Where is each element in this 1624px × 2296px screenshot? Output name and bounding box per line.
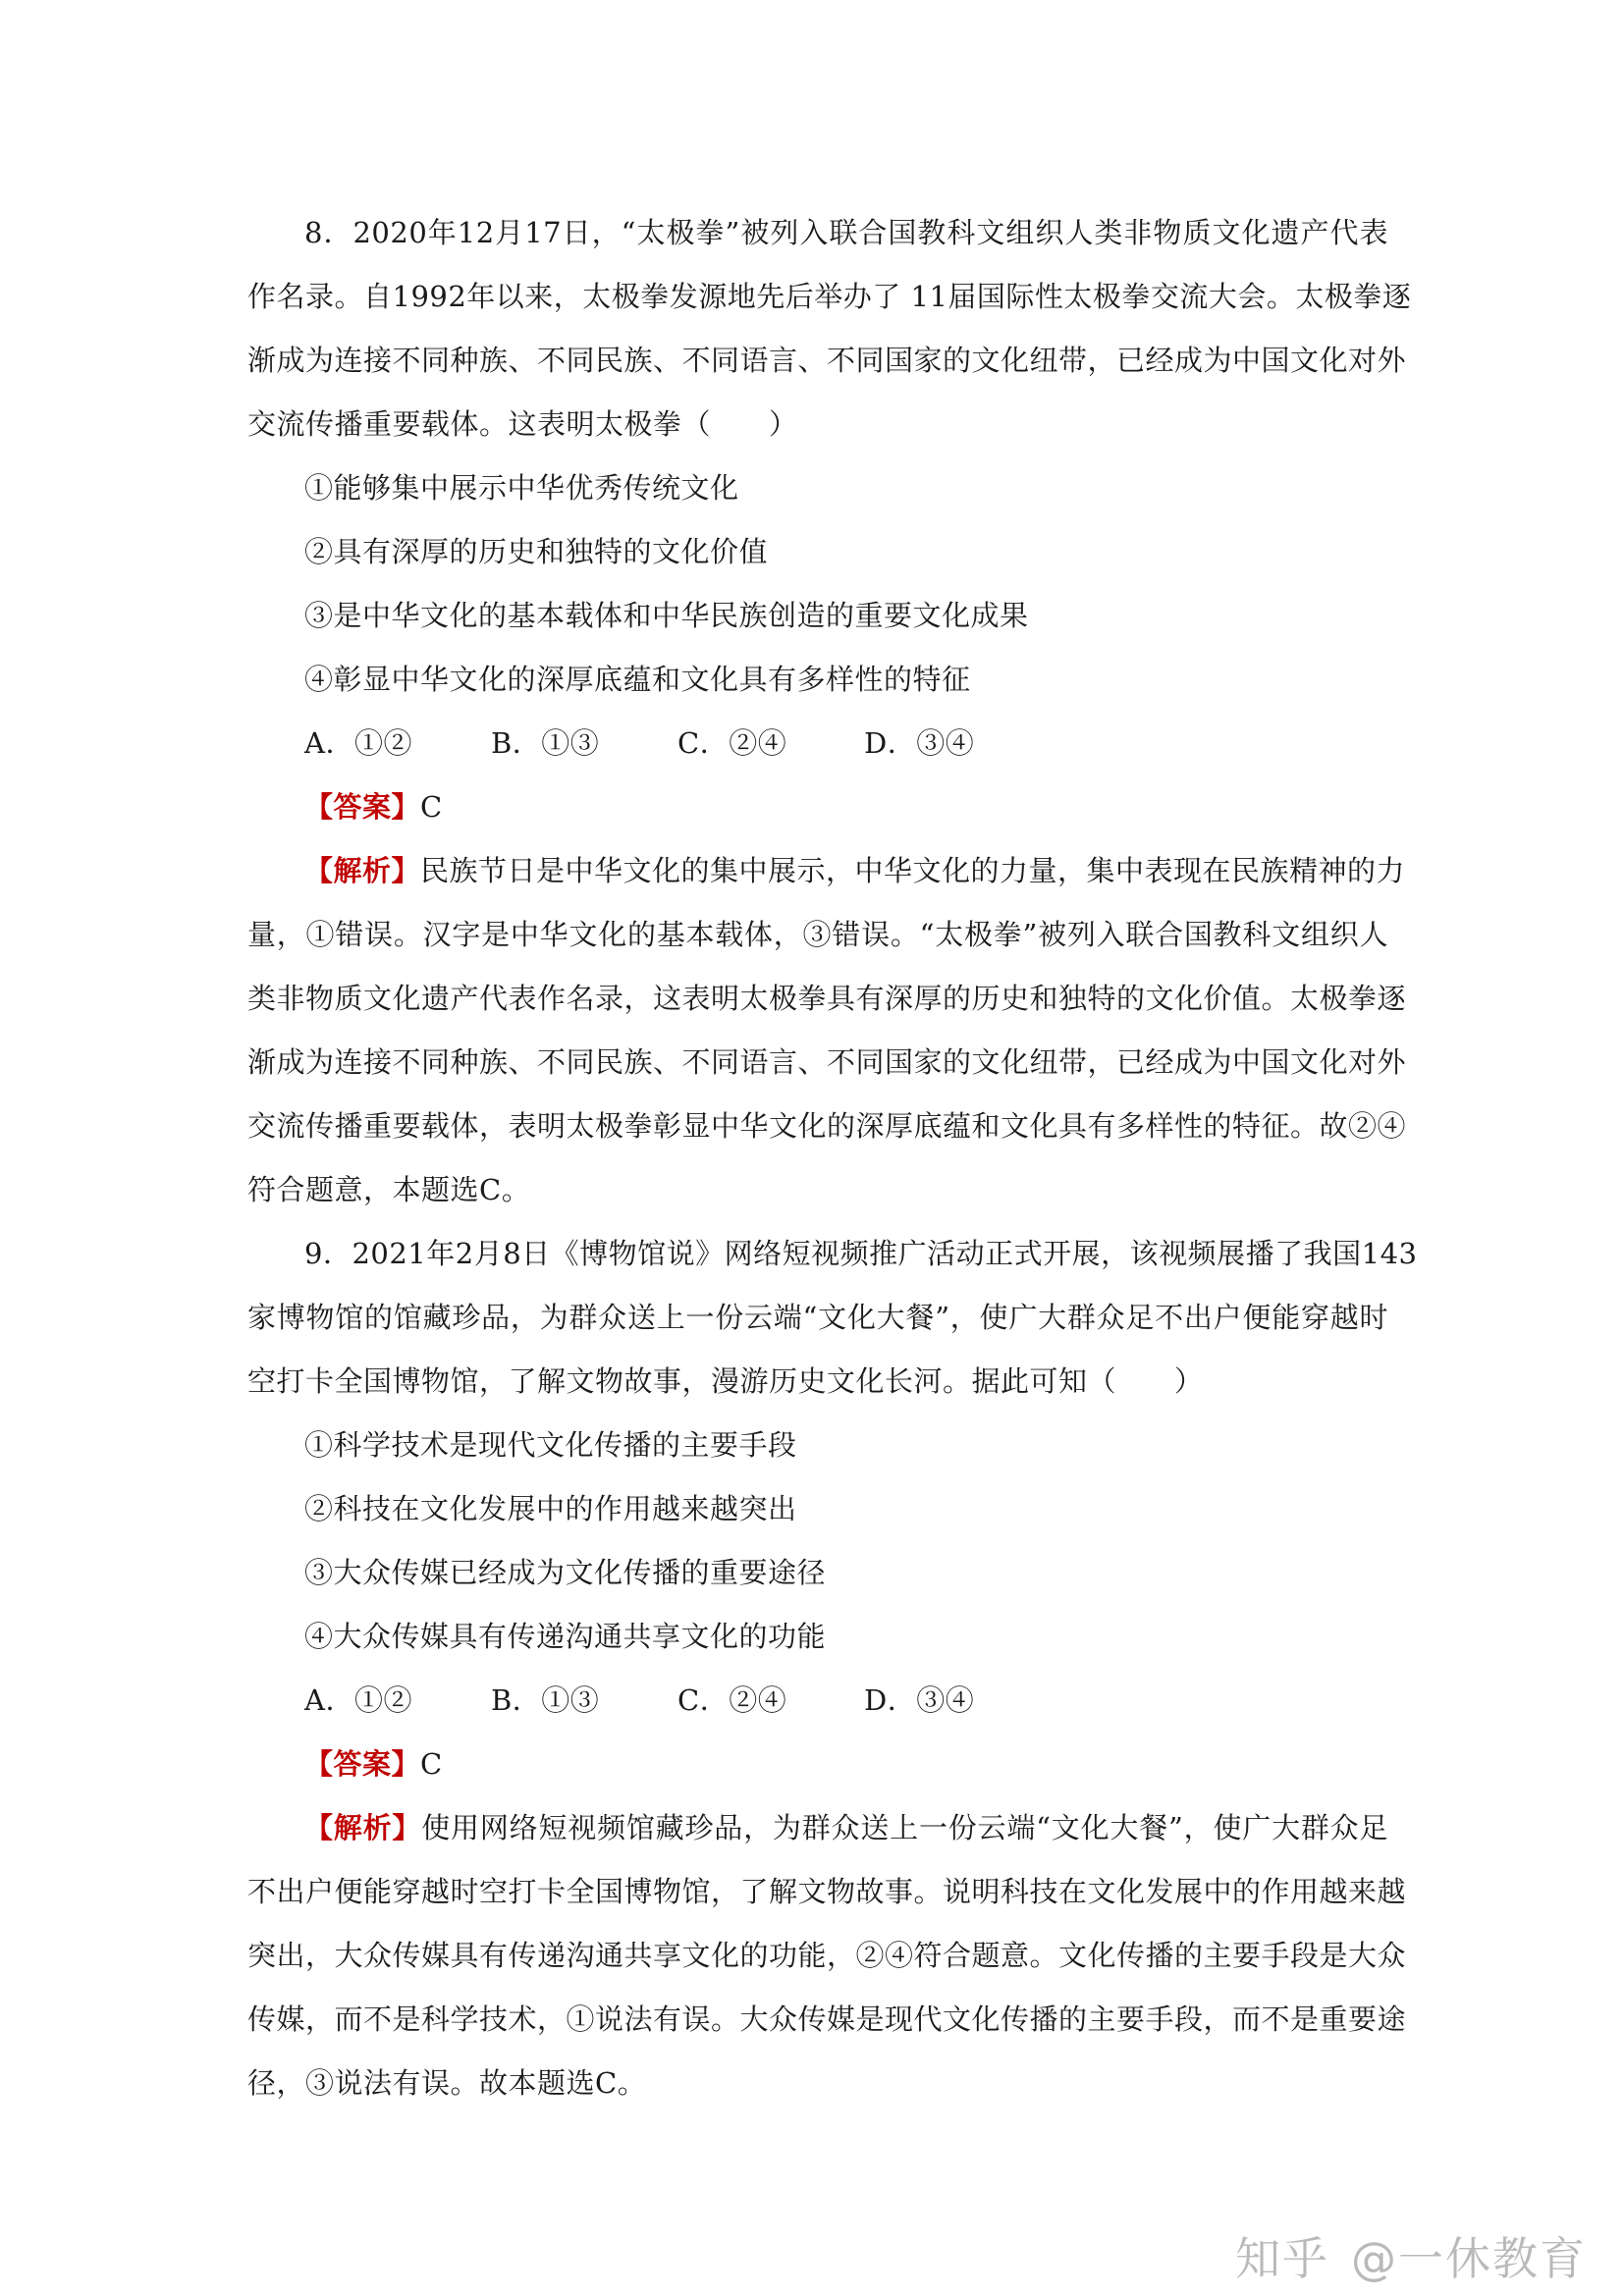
analysis-text: 使用网络短视频馆藏珍品，为群众送上一份云端“文化大餐”，使广大群众足	[421, 1811, 1388, 1844]
question-8	[247, 201, 1412, 1222]
choice-a: A．①②	[304, 726, 412, 760]
question-9-analysis-line: 径，③说法有误。故本题选C。	[247, 2066, 647, 2100]
analysis-tag: 【解析】	[304, 1811, 422, 1844]
choice-b: B．①③	[491, 1683, 600, 1717]
question-9-option: ④大众传媒具有传递沟通共享文化的功能	[304, 1620, 827, 1653]
question-8-stem-line: 交流传播重要载体。这表明太极拳（ ）	[247, 407, 798, 441]
question-8-option: ④彰显中华文化的深厚底蕴和文化具有多样性的特征	[304, 663, 971, 696]
choice-b: B．①③	[491, 726, 600, 760]
question-8-analysis-line: 交流传播重要载体，表明太极拳彰显中华文化的深厚底蕴和文化具有多样性的特征。故②④	[247, 1109, 1407, 1143]
question-8-analysis-line: 符合题意，本题选C。	[247, 1173, 531, 1206]
analysis-text: 民族节日是中华文化的集中展示，中华文化的力量，集中表现在民族精神的力	[420, 854, 1406, 887]
question-9-choices	[247, 1669, 1388, 1733]
question-9-option: ①科学技术是现代文化传播的主要手段	[304, 1428, 797, 1462]
question-9-stem-line: 9．2021年2月8日《博物馆说》网络短视频推广活动正式开展，该视频展播了我国143	[304, 1237, 1418, 1270]
question-9-option: ②科技在文化发展中的作用越来越突出	[304, 1492, 797, 1525]
question-8-analysis-line: 量，①错误。汉字是中华文化的基本载体，③错误。“太极拳”被列入联合国教科文组织人	[247, 918, 1388, 951]
question-8-option: ①能够集中展示中华优秀传统文化	[304, 471, 739, 505]
question-9-stem-line: 家博物馆的馆藏珍品，为群众送上一份云端“文化大餐”，使广大群众足不出户便能穿越时	[247, 1301, 1388, 1334]
answer-tag: 【答案】	[304, 790, 421, 824]
question-9-analysis-line: 传媒，而不是科学技术，①说法有误。大众传媒是现代文化传播的主要手段，而不是重要途	[247, 2002, 1407, 2036]
question-9-analysis-line: 突出，大众传媒具有传递沟通共享文化的功能，②④符合题意。文化传播的主要手段是大众	[247, 1939, 1407, 1972]
question-8-stem-line: 渐成为连接不同种族、不同民族、不同语言、不同国家的文化纽带，已经成为中国文化对外	[247, 344, 1407, 377]
question-9-analysis-line	[247, 1796, 1388, 1860]
question-9-stem-line: 空打卡全国博物馆，了解文物故事，漫游历史文化长河。据此可知（ ）	[247, 1364, 1204, 1398]
question-9	[247, 1222, 1418, 2115]
question-8-option: ②具有深厚的历史和独特的文化价值	[304, 535, 769, 568]
answer-tag: 【答案】	[304, 1747, 421, 1781]
question-8-answer	[247, 775, 1388, 839]
answer-value: C	[420, 1747, 443, 1781]
question-9-option: ③大众传媒已经成为文化传播的重要途径	[304, 1556, 827, 1589]
question-9-answer	[247, 1733, 1388, 1796]
watermark	[1235, 2223, 1587, 2288]
answer-value: C	[420, 790, 443, 824]
document-page	[247, 201, 1418, 2115]
analysis-tag: 【解析】	[304, 854, 421, 887]
choice-d: D．③④	[864, 1683, 975, 1717]
watermark-author: @一休教育	[1351, 2232, 1587, 2285]
question-9-analysis-line: 不出户便能穿越时空打卡全国博物馆，了解文物故事。说明科技在文化发展中的作用越来越	[247, 1875, 1407, 1908]
choice-c: C．②④	[677, 726, 787, 760]
question-8-analysis-line: 类非物质文化遗产代表作名录，这表明太极拳具有深厚的历史和独特的文化价值。太极拳逐	[247, 982, 1407, 1015]
choice-a: A．①②	[304, 1683, 412, 1717]
question-8-stem-line: 作名录。自1992年以来，太极拳发源地先后举办了 11届国际性太极拳交流大会。太极拳逐	[247, 280, 1412, 313]
choice-c: C．②④	[677, 1683, 787, 1717]
question-8-stem-line: 8．2020年12月17日，“太极拳”被列入联合国教科文组织人类非物质文化遗产代表	[304, 216, 1388, 249]
question-8-analysis-line: 渐成为连接不同种族、不同民族、不同语言、不同国家的文化纽带，已经成为中国文化对外	[247, 1045, 1407, 1079]
watermark-site: 知乎	[1235, 2232, 1329, 2285]
choice-d: D．③④	[864, 726, 975, 760]
question-8-analysis-line	[247, 839, 1406, 903]
question-8-option: ③是中华文化的基本载体和中华民族创造的重要文化成果	[304, 599, 1029, 632]
question-8-choices	[247, 712, 1388, 775]
